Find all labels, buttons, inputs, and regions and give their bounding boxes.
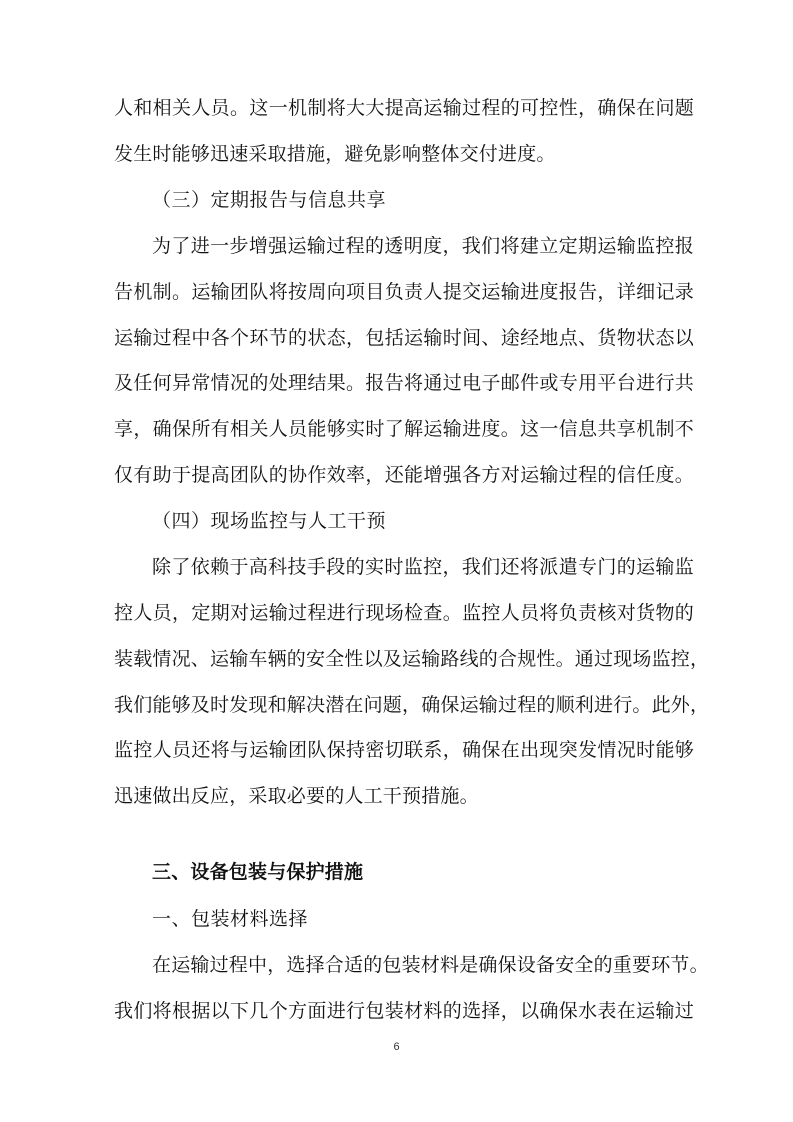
subsection-heading: （四）现场监控与人工干预: [152, 510, 387, 532]
paragraph-line: 迅速做出反应，采取必要的人工干预措施。: [114, 785, 479, 807]
paragraph-line: 除了依赖于高科技手段的实时监控，我们还将派遣专门的运输监: [152, 556, 694, 578]
paragraph-line: 在运输过程中，选择合适的包装材料是确保设备安全的重要环节。: [152, 954, 709, 976]
paragraph-line: 发生时能够迅速采取措施，避免影响整体交付进度。: [114, 143, 556, 165]
page-number: 6: [393, 1041, 400, 1053]
paragraph-line: 享，确保所有相关人员能够实时了解运输进度。这一信息共享机制不: [114, 418, 694, 440]
section-heading: 三、设备包装与保护措施: [152, 862, 364, 883]
paragraph-line: 人和相关人员。这一机制将大大提高运输过程的可控性，确保在问题: [114, 97, 694, 119]
paragraph-line: 装载情况、运输车辆的安全性以及运输路线的合规性。通过现场监控，: [114, 648, 710, 670]
paragraph-line: 为了进一步增强运输过程的透明度，我们将建立定期运输监控报: [152, 235, 694, 257]
paragraph-line: 我们将根据以下几个方面进行包装材料的选择，以确保水表在运输过: [114, 1000, 694, 1022]
paragraph-line: 运输过程中各个环节的状态，包括运输时间、途经地点、货物状态以: [114, 327, 694, 349]
paragraph-line: 控人员，定期对运输过程进行现场检查。监控人员将负责核对货物的: [114, 602, 694, 624]
paragraph-line: 及任何异常情况的处理结果。报告将通过电子邮件或专用平台进行共: [114, 372, 694, 394]
subsection-heading: 一、包装材料选择: [152, 908, 309, 930]
paragraph-line: 仅有助于提高团队的协作效率，还能增强各方对运输过程的信任度。: [114, 464, 694, 486]
subsection-heading: （三）定期报告与信息共享: [152, 189, 387, 211]
paragraph-line: 我们能够及时发现和解决潜在问题，确保运输过程的顺利进行。此外，: [114, 694, 710, 716]
paragraph-line: 监控人员还将与运输团队保持密切联系，确保在出现突发情况时能够: [114, 739, 694, 761]
paragraph-line: 告机制。运输团队将按周向项目负责人提交运输进度报告，详细记录: [114, 281, 694, 303]
